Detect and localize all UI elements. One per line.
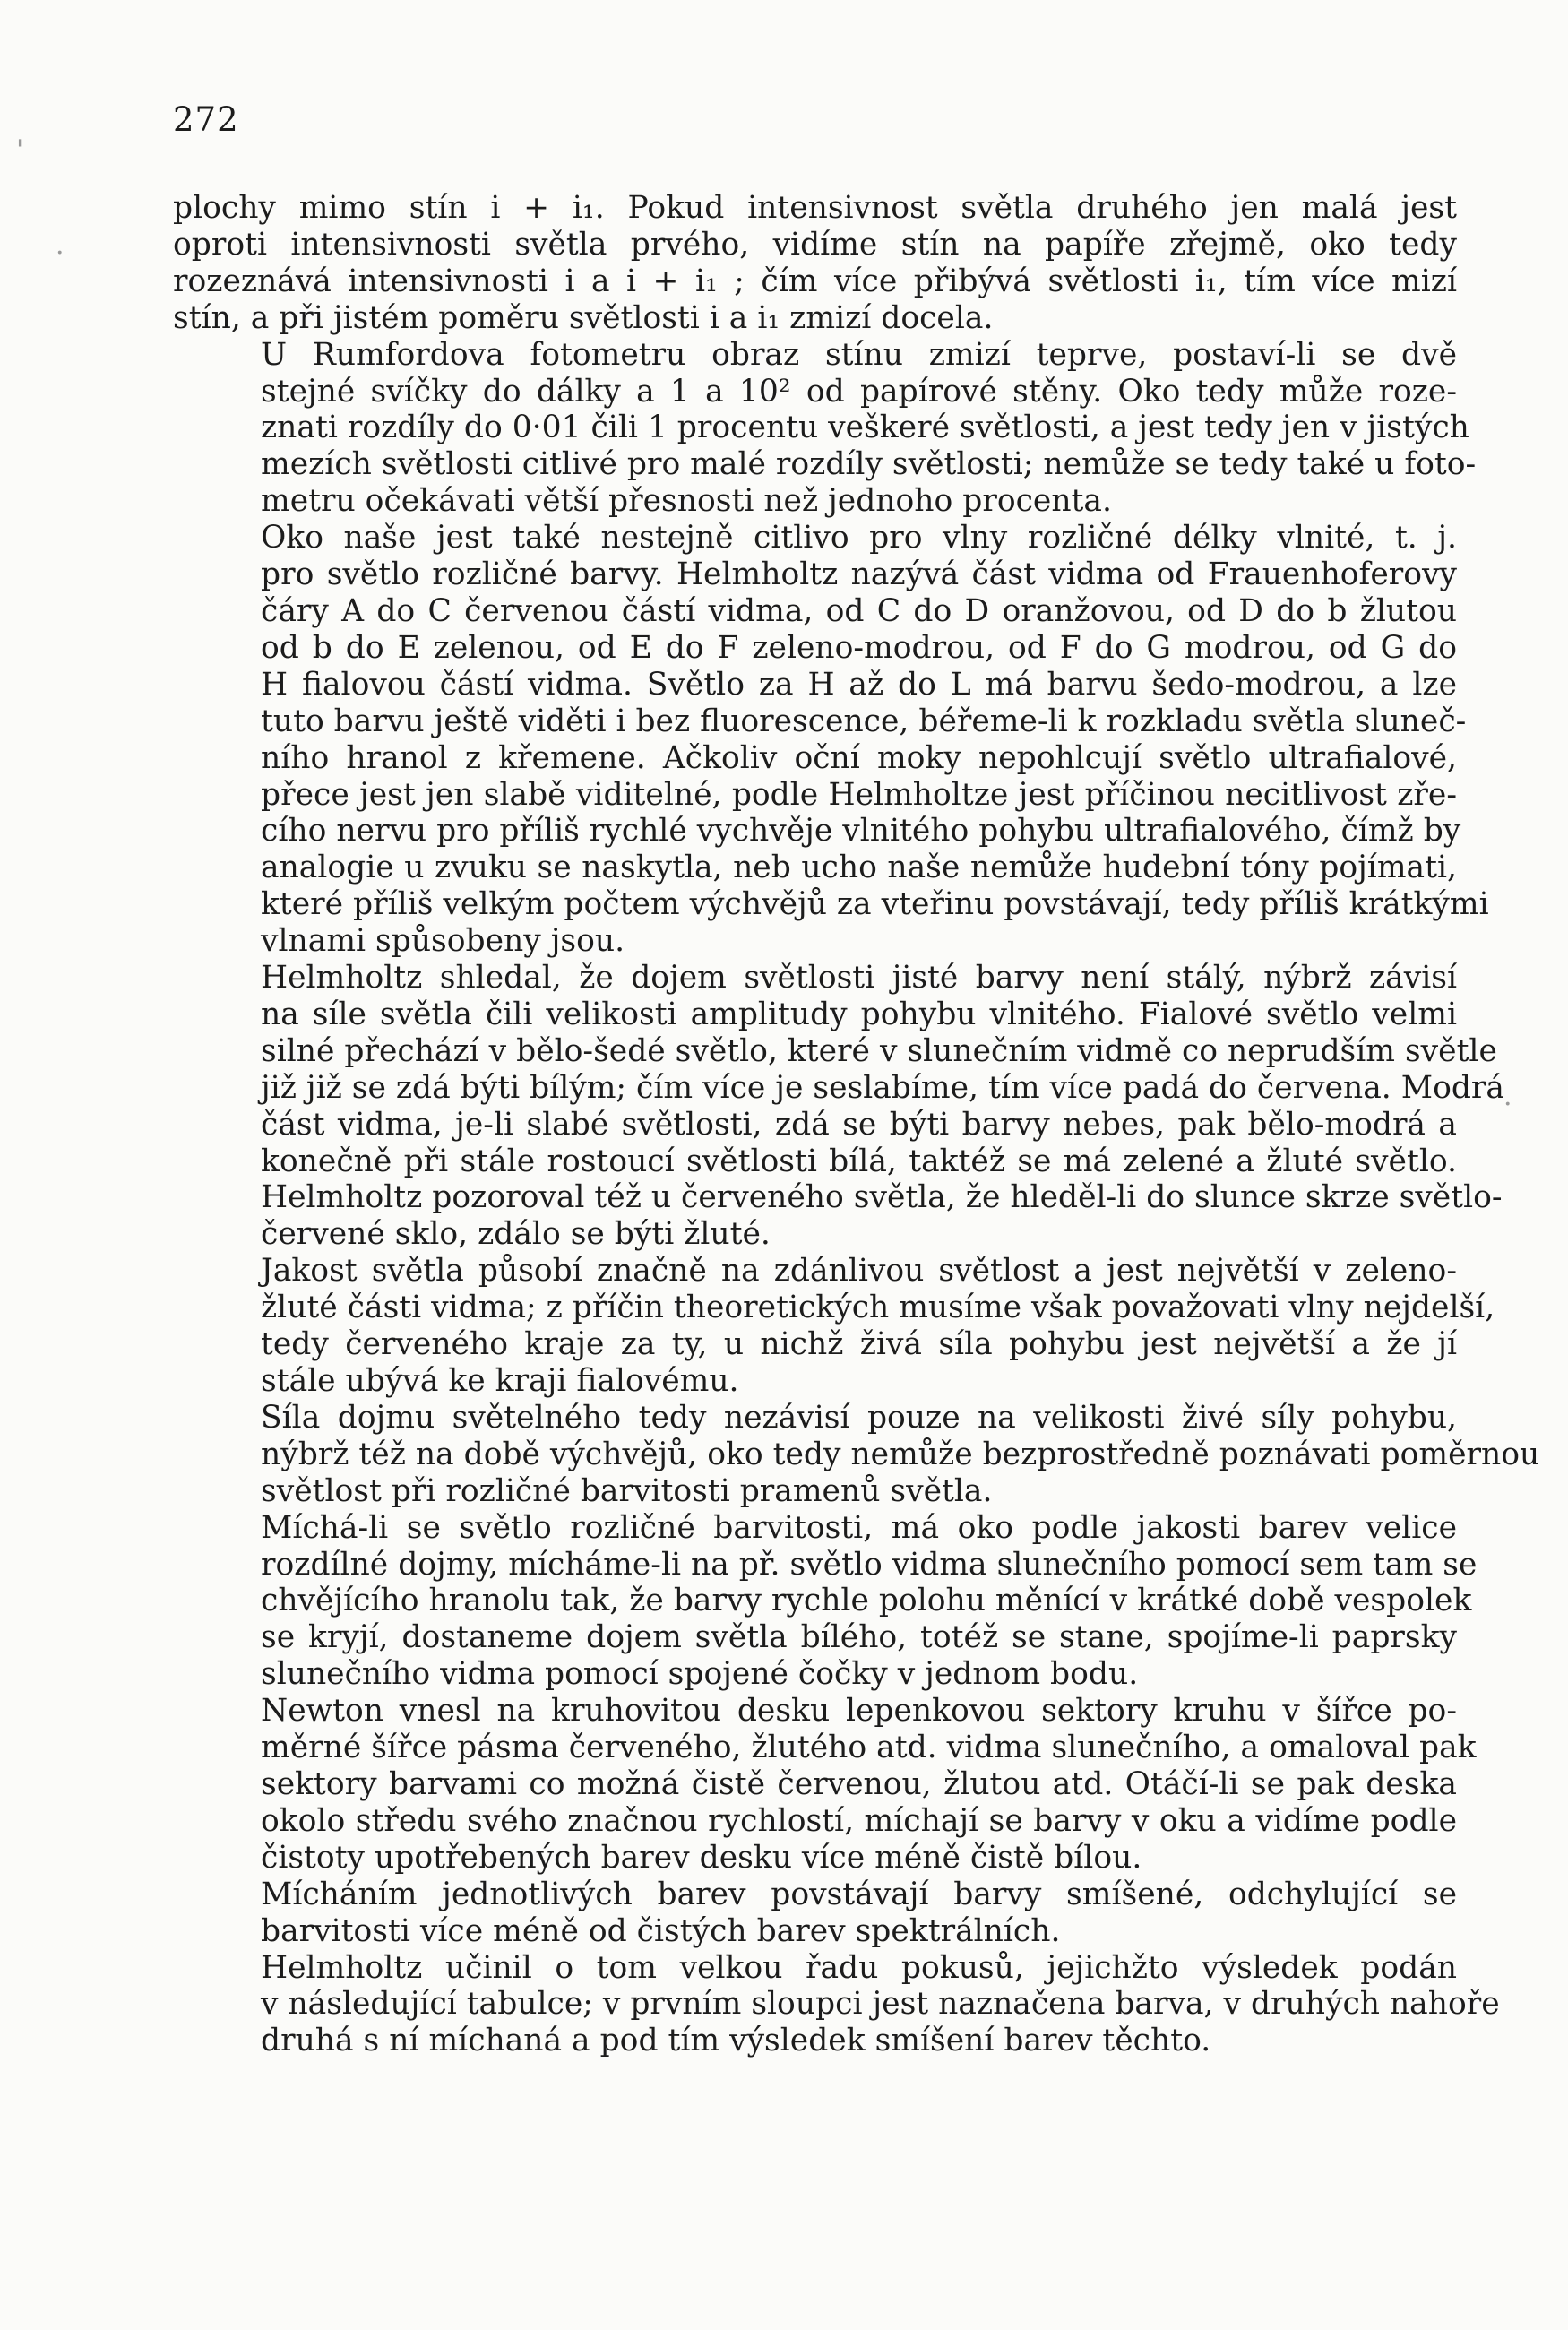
text-line: rozeznává intensivnosti i a i + i₁ ; čím více přibývá světlosti i₁, tím více mizí <box>173 263 1457 299</box>
scan-mark: ' <box>16 134 24 166</box>
text-line: znati rozdíly do 0·01 čili 1 procentu veškeré světlosti, a jest tedy jen v jistých <box>261 410 1469 446</box>
text-line: silné přechází v bělo-šedé světlo, které v slunečním vidmě co neprudším světle <box>261 1032 1497 1069</box>
text-line: konečně při stále rostoucí světlosti bílá, taktéž se má zelené a žluté světlo. <box>261 1143 1457 1179</box>
text-line: část vidma, je-li slabé světlosti, zdá se býti barvy nebes, pak bělo-modrá a <box>261 1106 1457 1143</box>
text-line: U Rumfordova fotometru obraz stínu zmizí teprve, postaví-li se dvě <box>261 336 1457 373</box>
text-line: okolo středu svého značnou rychlostí, míchají se barvy v oku a vidíme podle <box>261 1802 1457 1839</box>
text-line: stále ubývá ke kraji fialovému. <box>261 1363 739 1399</box>
text-line: vlnami spůsobeny jsou. <box>261 923 625 960</box>
text-line: druhá s ní míchaná a pod tím výsledek smíšení barev těchto. <box>261 2023 1211 2059</box>
text-line: od b do E zelenou, od E do F zeleno-modrou, od F do G modrou, od G do <box>261 629 1457 666</box>
text-line: plochy mimo stín i + i₁. Pokud intensivnost světla druhého jen malá jest <box>173 190 1457 226</box>
paragraph <box>173 1509 1478 1694</box>
text-line: oproti intensivnosti světla prvého, vidíme stín na papíře zřejmě, oko tedy <box>173 226 1457 263</box>
paragraph <box>173 520 1489 960</box>
body-text <box>173 190 1540 2059</box>
text-line: Helmholtz shledal, že dojem světlosti jisté barvy není stálý, nýbrž závisí <box>261 960 1457 997</box>
paragraph <box>173 1877 1457 1950</box>
text-line: Míchá-li se světlo rozličné barvitosti, má oko podle jakosti barev velice <box>261 1509 1457 1546</box>
text-line: žluté části vidma; z příčin theoretických musíme však považovati vlny nejdelší, <box>261 1290 1495 1326</box>
text-line: již již se zdá býti bílým; čím více je seslabíme, tím více padá do červena. Modrá <box>261 1069 1504 1106</box>
text-line: sektory barvami co možná čistě červenou, žlutou atd. Otáčí-li se pak deska <box>261 1765 1457 1802</box>
text-line: Jakost světla působí značně na zdánlivou světlost a jest největší v zeleno- <box>261 1253 1457 1290</box>
page-number: 272 <box>173 100 239 139</box>
text-line: pro světlo rozličné barvy. Helmholtz nazývá část vidma od Frauenhoferovy <box>261 557 1457 593</box>
text-line: rozdílné dojmy, mícháme-li na př. světlo vidma slunečního pomocí sem tam se <box>261 1546 1478 1583</box>
paragraph <box>173 1949 1500 2060</box>
paragraph <box>173 1399 1540 1510</box>
paragraph <box>173 960 1504 1253</box>
text-line: Síla dojmu světelného tedy nezávisí pouze na velikosti živé síly pohybu, <box>261 1399 1457 1436</box>
scan-mark: · <box>1503 1089 1512 1120</box>
text-line: na síle světla čili velikosti amplitudy pohybu vlnitého. Fialové světlo velmi <box>261 996 1457 1032</box>
text-line: barvitosti více méně od čistých barev spektrálních. <box>261 1912 1061 1949</box>
text-line: Mícháním jednotlivých barev povstávají barvy smíšené, odchylující se <box>261 1876 1457 1912</box>
text-line: tuto barvu ještě viděti i bez fluorescence, béřeme-li k rozkladu světla sluneč- <box>261 703 1467 739</box>
text-line: cího nervu pro příliš rychlé vychvěje vlnitého pohybu ultrafialového, čímž by <box>261 813 1461 850</box>
text-line: stín, a při jistém poměru světlosti i a i₁ zmizí docela. <box>173 299 994 336</box>
text-line: mezích světlosti citlivé pro malé rozdíly světlosti; nemůže se tedy také u foto- <box>261 446 1477 483</box>
text-line: stejné svíčky do dálky a 1 a 10² od papírové stěny. Oko tedy může roze- <box>261 373 1457 410</box>
paragraph <box>173 190 1457 337</box>
text-line: v následující tabulce; v prvním sloupci jest naznačena barva, v druhých nahoře <box>261 1986 1500 2023</box>
text-line: Newton vnesl na kruhovitou desku lepenkovou sektory kruhu v šířce po- <box>261 1693 1457 1730</box>
text-line: Oko naše jest také nestejně citlivo pro vlny rozličné délky vlnité, t. j. <box>261 520 1457 557</box>
text-line: ního hranol z křemene. Ačkoliv oční moky nepohlcují světlo ultrafialové, <box>261 739 1457 776</box>
paragraph <box>173 1253 1495 1400</box>
text-line: analogie u zvuku se naskytla, neb ucho naše nemůže hudební tóny pojímati, <box>261 850 1457 886</box>
text-line: chvějícího hranolu tak, že barvy rychle polohu měnící v krátké době vespolek <box>261 1583 1472 1619</box>
text-line: červené sklo, zdálo se býti žluté. <box>261 1216 771 1253</box>
paragraph <box>173 1693 1477 1877</box>
text-line: světlost při rozličné barvitosti pramenů světla. <box>261 1472 993 1509</box>
text-line: slunečního vidma pomocí spojené čočky v jednom bodu. <box>261 1656 1139 1693</box>
text-line: čáry A do C červenou částí vidma, od C do D oranžovou, od D do b žlutou <box>261 592 1457 629</box>
text-line: H fialovou částí vidma. Světlo za H až do L má barvu šedo-modrou, a lze <box>261 666 1457 703</box>
text-line: čistoty upotřebených barev desku více méně čistě bílou. <box>261 1839 1142 1876</box>
text-line: Helmholtz učinil o tom velkou řadu pokusů, jejichžto výsledek podán <box>261 1949 1457 1986</box>
scan-mark: · <box>56 237 65 269</box>
text-line: nýbrž též na době výchvějů, oko tedy nemůže bezprostředně poznávati poměrnou <box>261 1436 1540 1472</box>
text-line: Helmholtz pozoroval též u červeného světla, že hleděl-li do slunce skrze světlo- <box>261 1179 1503 1216</box>
text-line: se kryjí, dostaneme dojem světla bílého, totéž se stane, spojíme-li paprsky <box>261 1619 1457 1656</box>
text-line: které příliš velkým počtem výchvějů za vteřinu povstávají, tedy příliš krátkými <box>261 886 1489 923</box>
text-line: přece jest jen slabě viditelné, podle Helmholtze jest příčinou necitlivost zře- <box>261 776 1457 813</box>
text-line: metru očekávati větší přesnosti než jednoho procenta. <box>261 483 1112 520</box>
paragraph <box>173 336 1477 521</box>
text-line: tedy červeného kraje za ty, u nichž živá síla pohybu jest největší a že jí <box>261 1326 1457 1363</box>
text-line: měrné šířce pásma červeného, žlutého atd. vidma slunečního, a omaloval pak <box>261 1730 1477 1766</box>
